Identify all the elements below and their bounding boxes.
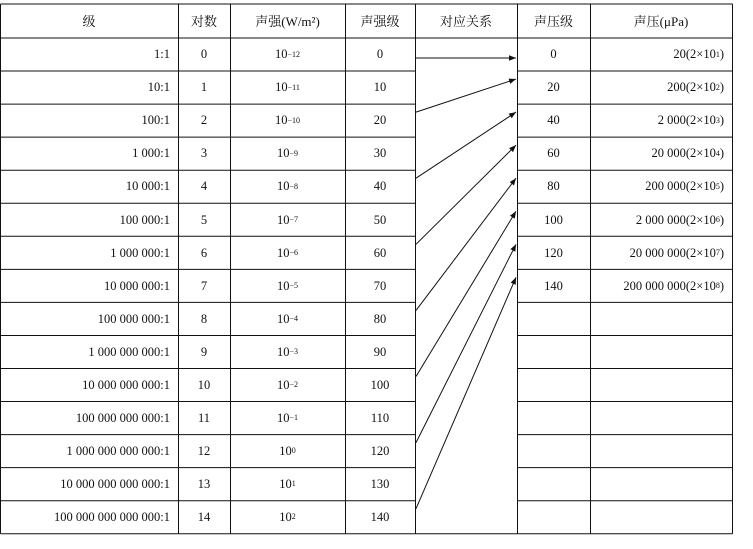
pressure-close: ) [719, 113, 724, 128]
pressure-close: ) [719, 278, 724, 293]
intensity-base: 10 [274, 113, 288, 128]
pressure-open: ( [685, 80, 691, 95]
spl-cell: 140 [544, 278, 563, 293]
intensity-cell: 10 −7 [276, 212, 298, 227]
level-ratio-cell: 100 000 000 000 000:1 [54, 509, 170, 524]
intensity-cell: 10 −1 [276, 410, 298, 425]
mapping-arrow [416, 244, 516, 442]
pressure-ten: 10 [703, 179, 716, 194]
pressure-value: 2 000 [657, 113, 686, 128]
sil-cell: 10 [373, 80, 387, 95]
mapping-arrow [416, 79, 516, 112]
sil-cell: 90 [373, 344, 387, 359]
pressure-base: 2 [690, 245, 697, 260]
header-log: 对数 [190, 13, 217, 29]
intensity-cell: 10 −5 [276, 278, 298, 293]
pressure-ten: 10 [703, 146, 716, 161]
pressure-cell: 200 000 000 ( 2 × 10 8 ) [623, 278, 724, 293]
mapping-arrow [416, 277, 516, 508]
header-level: 级 [82, 13, 96, 29]
sil-cell: 110 [370, 410, 390, 425]
intensity-cell: 10 −3 [276, 344, 298, 359]
intensity-cell: 10 1 [279, 476, 296, 491]
pressure-open: ( [685, 179, 691, 194]
pressure-value: 200 [667, 80, 686, 95]
mapping-arrow [416, 211, 516, 376]
intensity-cell: 10 −6 [276, 245, 298, 260]
intensity-base: 10 [276, 377, 290, 392]
intensity-cell: 10 −4 [276, 311, 298, 326]
sil-cell: 120 [370, 443, 390, 458]
pressure-base: 2 [690, 113, 697, 128]
header-pressure: 声压(μPa) [633, 13, 689, 29]
times-sign: × [696, 113, 704, 128]
sil-cell: 40 [373, 179, 387, 194]
level-ratio-cell: 10 000 000 000 000:1 [60, 476, 170, 491]
pressure-value: 20 000 000 [629, 245, 686, 260]
intensity-base: 10 [275, 80, 288, 95]
pressure-cell: 2 000 000 ( 2 × 10 6 ) [635, 212, 724, 227]
spl-cell: 40 [547, 113, 560, 128]
spl-cell: 80 [547, 179, 560, 194]
pressure-ten: 10 [703, 245, 716, 260]
intensity-base: 10 [276, 344, 290, 359]
log-cell: 0 [200, 47, 208, 62]
header-intensity: 声强(W/m²) [255, 13, 320, 29]
intensity-cell: 10 −9 [276, 146, 298, 161]
spl-cell: 120 [544, 245, 563, 260]
log-cell: 5 [200, 212, 208, 227]
spl-cell: 0 [550, 47, 557, 62]
log-cell: 8 [200, 311, 208, 326]
intensity-base: 10 [274, 47, 288, 62]
times-sign: × [696, 278, 704, 293]
intensity-cell: 10 −2 [276, 377, 298, 392]
intensity-base: 10 [276, 179, 290, 194]
level-ratio-cell: 100 000 000 000:1 [75, 410, 170, 425]
pressure-base: 2 [690, 212, 697, 227]
sil-cell: 70 [373, 278, 387, 293]
spl-cell: 20 [547, 80, 560, 95]
pressure-open: ( [685, 278, 691, 293]
sil-cell: 140 [370, 509, 390, 524]
log-cell: 13 [197, 476, 211, 491]
header-relation: 对应关系 [439, 13, 492, 29]
pressure-close: ) [719, 212, 724, 227]
intensity-cell: 10 2 [279, 509, 296, 524]
intensity-base: 10 [276, 410, 290, 425]
level-ratio-cell: 100 000 000:1 [97, 311, 170, 326]
log-cell: 12 [197, 443, 211, 458]
pressure-close: ) [719, 80, 724, 95]
pressure-open: ( [685, 146, 691, 161]
level-ratio-cell: 1 000 000:1 [110, 245, 170, 260]
pressure-ten: 10 [703, 212, 716, 227]
pressure-base: 2 [690, 146, 697, 161]
intensity-cell: 10 0 [279, 443, 296, 458]
times-sign: × [696, 179, 704, 194]
intensity-base: 10 [279, 509, 292, 524]
pressure-value: 20 [673, 47, 686, 62]
times-sign: × [696, 146, 704, 161]
times-sign: × [696, 47, 704, 62]
intensity-cell: 10 −10 [274, 113, 300, 128]
log-cell: 10 [197, 377, 211, 392]
level-ratio-cell: 1 000:1 [132, 146, 170, 161]
pressure-base: 2 [690, 47, 697, 62]
sil-cell: 130 [370, 476, 390, 491]
log-cell: 11 [197, 410, 211, 425]
level-ratio-cell: 10:1 [147, 80, 170, 95]
pressure-close: ) [719, 245, 724, 260]
times-sign: × [696, 80, 704, 95]
log-cell: 9 [200, 344, 208, 359]
pressure-ten: 10 [703, 80, 716, 95]
log-cell: 6 [200, 245, 208, 260]
pressure-close: ) [719, 146, 724, 161]
log-cell: 2 [200, 113, 208, 128]
pressure-base: 2 [690, 278, 697, 293]
pressure-base: 2 [690, 179, 697, 194]
mapping-arrow [416, 178, 516, 310]
sil-cell: 20 [373, 113, 387, 128]
pressure-ten: 10 [703, 47, 716, 62]
level-ratio-cell: 10 000 000 000:1 [82, 377, 170, 392]
pressure-value: 2 000 000 [635, 212, 686, 227]
mapping-arrow [416, 112, 516, 178]
pressure-cell: 200 000 ( 2 × 10 5 ) [645, 179, 724, 194]
header-spl: 声压级 [533, 13, 573, 29]
spl-cell: 60 [547, 146, 560, 161]
pressure-value: 20 000 [651, 146, 686, 161]
log-cell: 3 [200, 146, 208, 161]
pressure-open: ( [685, 245, 691, 260]
pressure-cell: 20 000 ( 2 × 10 4 ) [651, 146, 724, 161]
level-ratio-cell: 1 000 000 000 000:1 [66, 443, 170, 458]
intensity-base: 10 [276, 278, 290, 293]
mapping-arrow [416, 145, 516, 244]
pressure-value: 200 000 000 [623, 278, 686, 293]
level-ratio-cell: 1:1 [154, 47, 170, 62]
intensity-base: 10 [276, 311, 290, 326]
level-ratio-cell: 10 000:1 [125, 179, 170, 194]
pressure-base: 2 [690, 80, 697, 95]
intensity-cell: 10 −11 [275, 80, 300, 95]
sil-cell: 80 [373, 311, 387, 326]
pressure-open: ( [685, 113, 691, 128]
intensity-cell: 10 −8 [276, 179, 298, 194]
times-sign: × [696, 212, 704, 227]
intensity-base: 10 [279, 443, 292, 458]
level-ratio-cell: 100:1 [141, 113, 170, 128]
pressure-ten: 10 [703, 278, 716, 293]
sil-cell: 0 [376, 47, 384, 62]
intensity-base: 10 [276, 212, 290, 227]
pressure-close: ) [719, 47, 724, 62]
intensity-base: 10 [276, 146, 290, 161]
level-ratio-cell: 10 000 000:1 [104, 278, 170, 293]
log-cell: 14 [197, 509, 211, 524]
header-sil: 声强级 [360, 13, 400, 29]
pressure-open: ( [685, 212, 691, 227]
pressure-cell: 200 ( 2 × 10 2 ) [667, 80, 724, 95]
log-cell: 7 [200, 278, 208, 293]
log-cell: 4 [200, 179, 208, 194]
pressure-cell: 20 ( 2 × 10 1 ) [673, 47, 724, 62]
sil-cell: 100 [370, 377, 390, 392]
pressure-cell: 2 000 ( 2 × 10 3 ) [657, 113, 724, 128]
sil-cell: 30 [373, 146, 387, 161]
pressure-value: 200 000 [645, 179, 686, 194]
pressure-open: ( [685, 47, 691, 62]
log-cell: 1 [200, 80, 208, 95]
intensity-base: 10 [279, 476, 292, 491]
level-ratio-cell: 100 000:1 [119, 212, 170, 227]
spl-cell: 100 [544, 212, 563, 227]
sil-cell: 50 [373, 212, 387, 227]
pressure-close: ) [719, 179, 724, 194]
intensity-cell: 10 −12 [274, 47, 300, 62]
intensity-base: 10 [276, 245, 290, 260]
pressure-cell: 20 000 000 ( 2 × 10 7 ) [629, 245, 724, 260]
sil-cell: 60 [373, 245, 387, 260]
level-ratio-cell: 1 000 000 000:1 [88, 344, 170, 359]
pressure-ten: 10 [703, 113, 716, 128]
times-sign: × [696, 245, 704, 260]
